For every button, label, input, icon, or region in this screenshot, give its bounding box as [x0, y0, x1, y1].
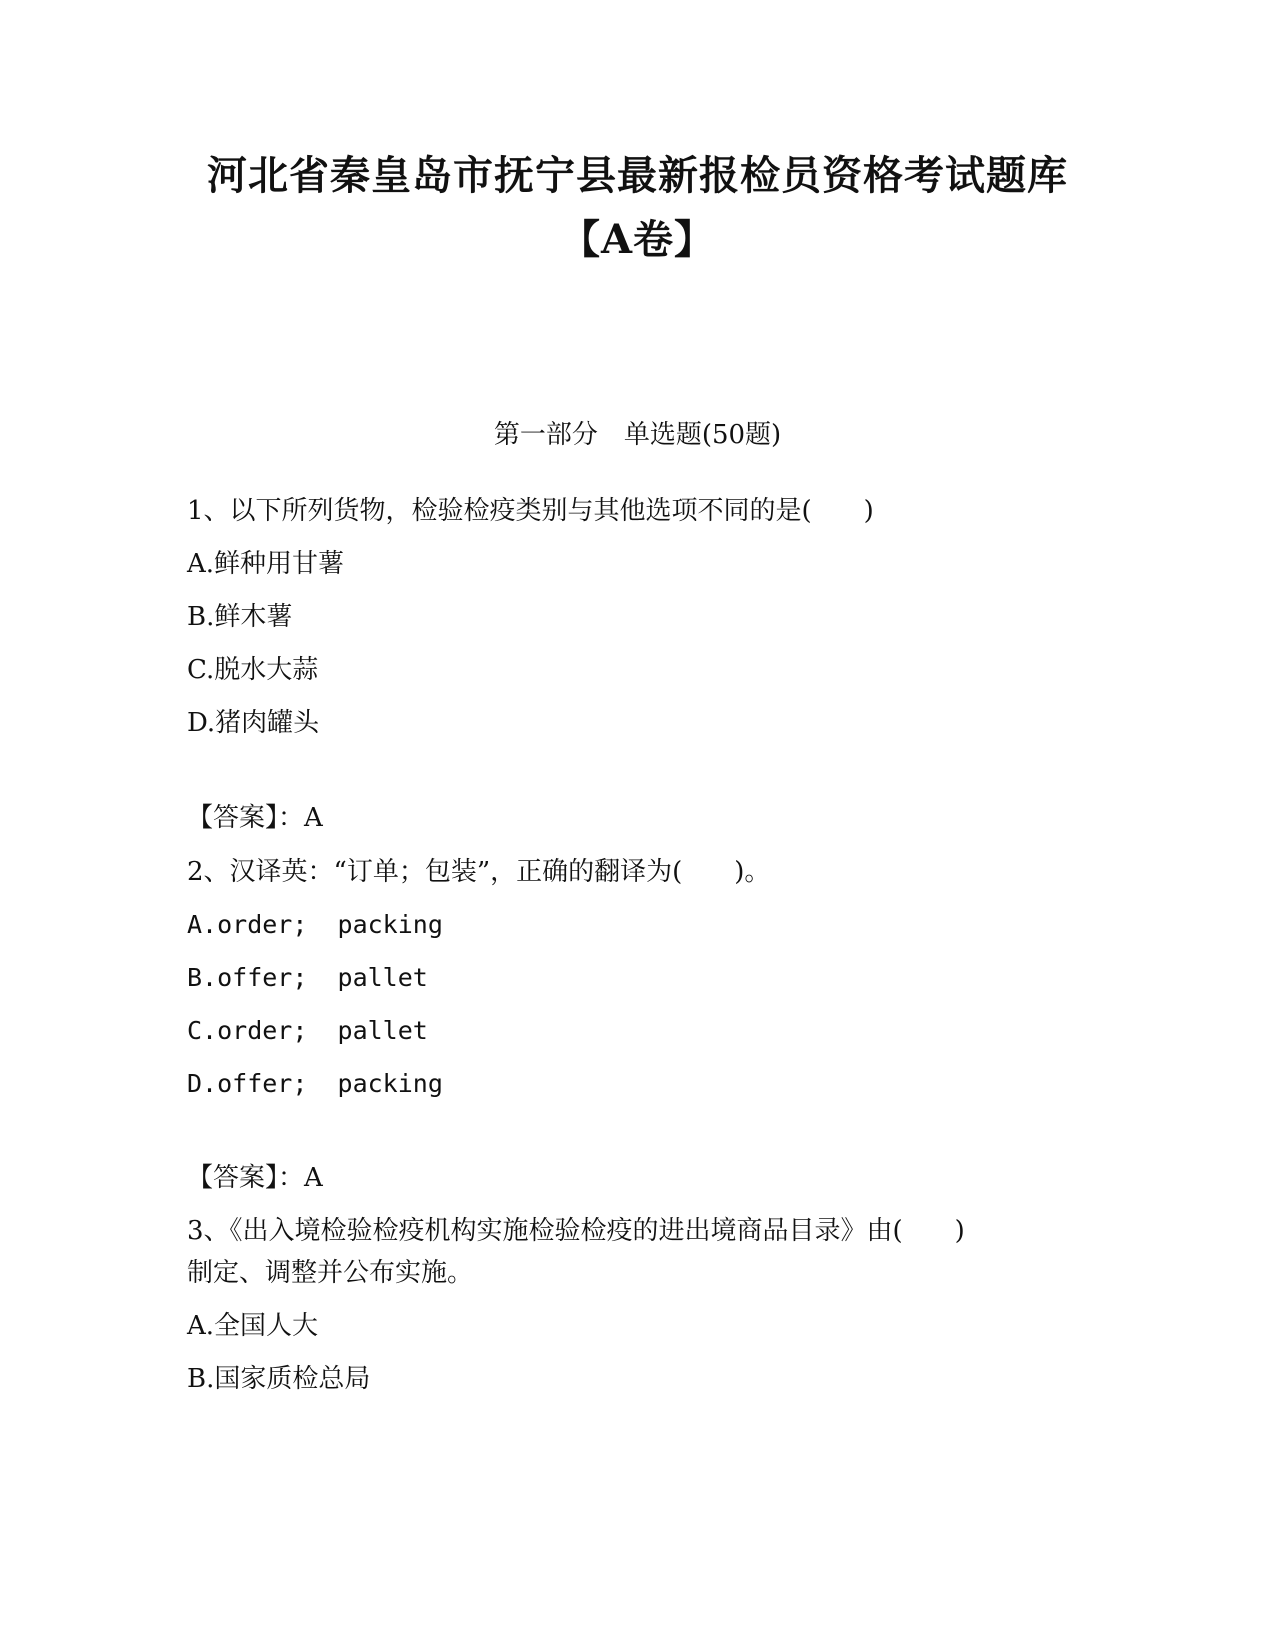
question-2-stem: 2、汉译英：“订单；包装”，正确的翻译为( )。 — [187, 857, 771, 887]
document-title-line2: 【A卷】 — [559, 216, 716, 263]
question-2-option-d: D.offer; packing — [187, 1069, 443, 1098]
question-3-option-a: A.全国人大 — [187, 1311, 319, 1341]
question-1-option-c: C.脱水大蒜 — [187, 655, 319, 685]
question-1-option-b: B.鲜木薯 — [187, 602, 293, 632]
section-title: 第一部分 单选题(50题) — [493, 420, 782, 450]
question-3-option-b: B.国家质检总局 — [187, 1364, 371, 1394]
question-1-option-a: A.鲜种用甘薯 — [187, 549, 345, 579]
question-2-option-c: C.order; pallet — [187, 1016, 428, 1045]
question-2-option-a: A.order; packing — [187, 910, 443, 939]
question-1-option-d: D.猪肉罐头 — [187, 708, 320, 738]
question-1-stem: 1、以下所列货物，检验检疫类别与其他选项不同的是( ) — [187, 496, 874, 526]
question-2-answer: 【答案】：A — [187, 1163, 323, 1193]
question-2-option-b: B.offer; pallet — [187, 963, 428, 992]
question-1-answer: 【答案】：A — [187, 803, 323, 833]
question-3-stem-line1: 3、《出入境检验检疫机构实施检验检疫的进出境商品目录》由( ) — [187, 1216, 965, 1246]
question-3-stem-line2: 制定、调整并公布实施。 — [187, 1258, 474, 1288]
document-title-line1: 河北省秦皇岛市抚宁县最新报检员资格考试题库 — [207, 152, 1068, 199]
